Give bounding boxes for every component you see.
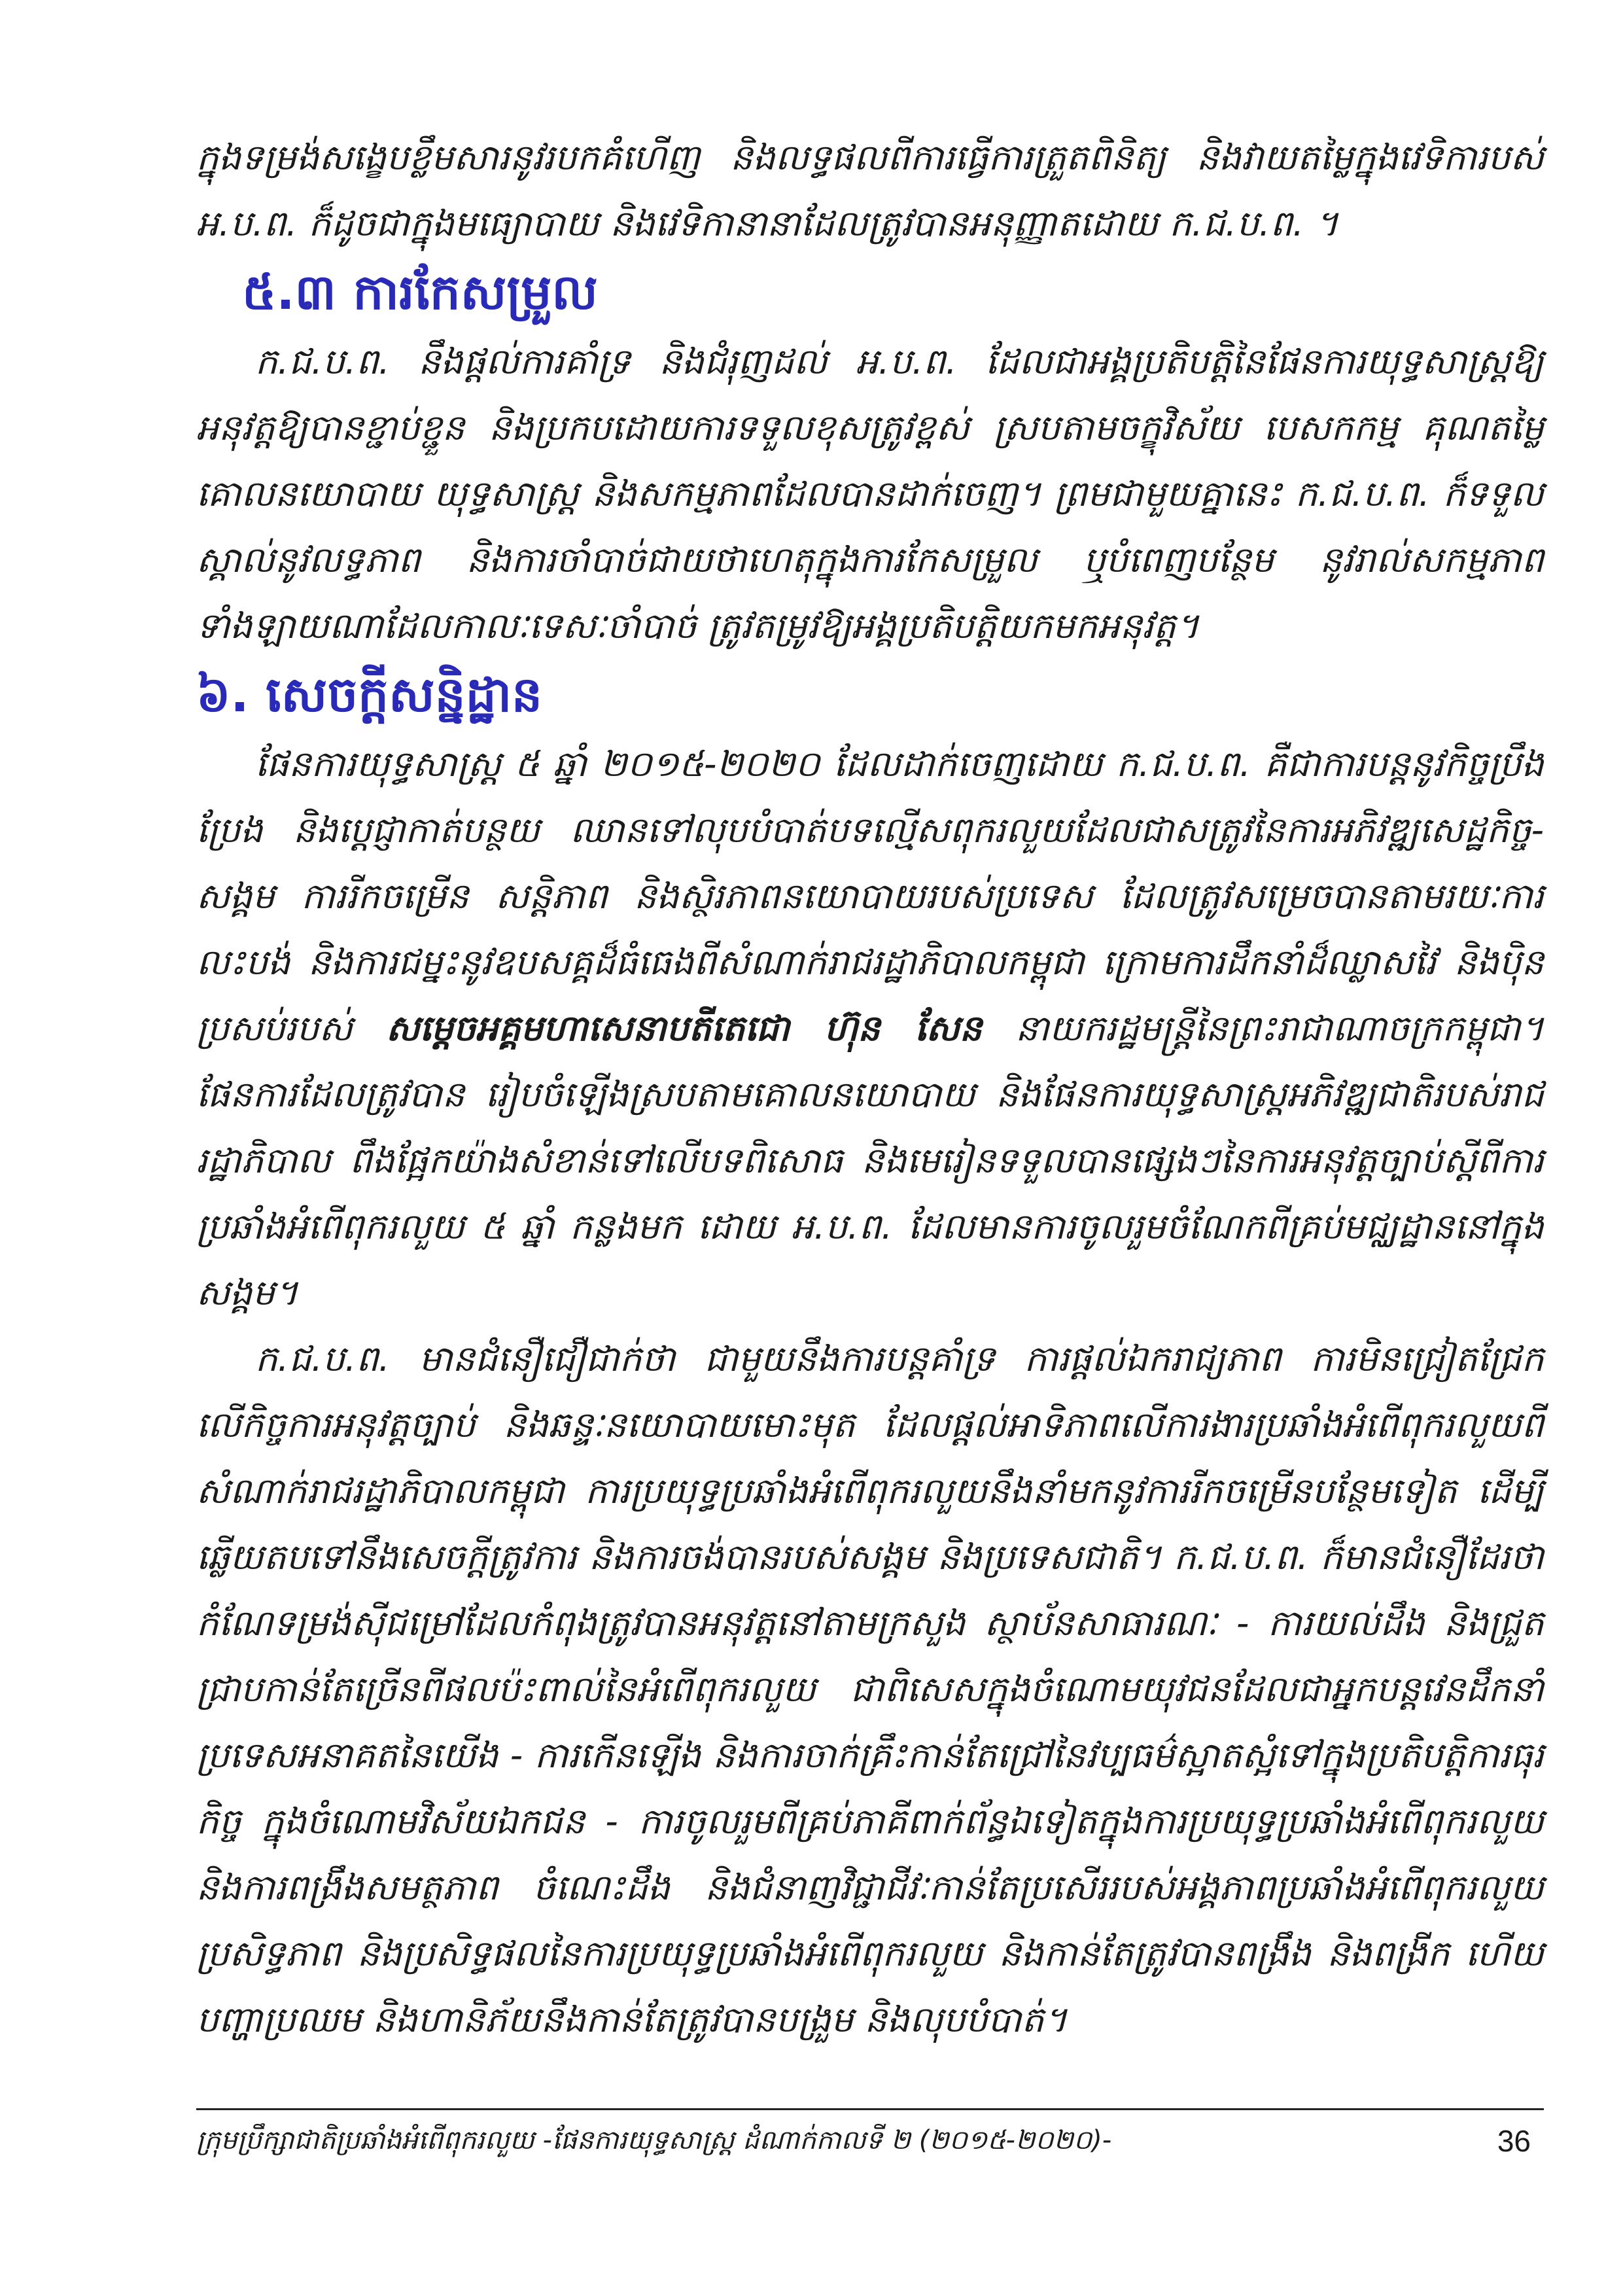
section-6-paragraph-1 bbox=[196, 731, 1544, 1326]
intro-paragraph: ក្នុងទម្រង់សង្ខេបខ្លឹមសារនូវរបកគំហើញ និងលទ្ធផលពីការធ្វើការត្រួតពិនិត្យ និងវាយតម្លៃក្នុងវេទិការបស់ អ.ប.ព. ក៏ដូចជាក្នុងមធ្យោបាយ និងវេទិកានានាដែលត្រូវបានអនុញ្ញាតដោយ ក.ជ.ប.ព. ។ bbox=[196, 137, 1544, 244]
paragraph-text: នាយករដ្ឋមន្ត្រីនៃព្រះរាជាណាចក្រកម្ពុជា។ ផែនការដែលត្រូវបាន រៀបចំឡើងស្របតាមគោលនយោបាយ និងផែនការយុទ្ធសាស្ត្រអភិវឌ្ឍជាតិរបស់រាជរដ្ឋាភិបាល ពឹងផ្អែកយ៉ាងសំខាន់ទៅលើបទពិសោធ និងមេរៀនទទួលបានផ្សេងៗនៃការអនុវត្តច្បាប់ស្តីពីការប្រឆាំងអំពើពុករលួយ ៥ ឆ្នាំ កន្លងមក ដោយ អ.ប.ព. ដែលមានការចូលរួមចំណែកពីគ្រប់មជ្ឈដ្ឋាននៅក្នុងសង្គម។ bbox=[196, 1008, 1544, 1313]
section-5-3-paragraph: ក.ជ.ប.ព. នឹងផ្តល់ការគាំទ្រ និងជំរុញដល់ អ.ប.ព. ដែលជាអង្គប្រតិបត្តិនៃផែនការយុទ្ធសាស្ត្រឱ្យអនុវត្តឱ្យបានខ្ជាប់ខ្ជួន និងប្រកបដោយការទទួលខុសត្រូវខ្ពស់ ស្របតាមចក្ខុវិស័យ បេសកកម្ម គុណតម្លៃ គោលនយោបាយ យុទ្ធសាស្ត្រ និងសកម្មភាពដែលបានដាក់ចេញ។ ព្រមជាមួយគ្នានេះ ក.ជ.ប.ព. ក៏ទទួលស្គាល់នូវលទ្ធភាព និងការចាំបាច់ជាយថាហេតុក្នុងការកែសម្រួល ឬបំពេញបន្ថែម នូវរាល់សកម្មភាពទាំងឡាយណាដែលកាលៈទេសៈចាំបាច់ ត្រូវតម្រូវឱ្យអង្គប្រតិបត្តិយកមកអនុវត្ត។ bbox=[196, 341, 1544, 646]
prime-minister-name: សម្តេចអគ្គមហាសេនាបតីតេជោ ហ៊ុន សែន bbox=[386, 1008, 983, 1049]
page-footer bbox=[196, 2108, 1544, 2162]
section-6-heading: ៦. សេចក្តីសន្និដ្ឋាន bbox=[196, 667, 543, 723]
page-number: 36 bbox=[1497, 2124, 1531, 2158]
document-page bbox=[196, 124, 1544, 2166]
paragraph-text: ផែនការយុទ្ធសាស្ត្រ ៥ ឆ្នាំ ២០១៥-២០២០ ដែលដាក់ចេញដោយ ក.ជ.ប.ព. គឺជាការបន្តនូវកិច្ចប្រឹងប្រែង និងប្តេជ្ញាកាត់បន្ថយ ឈានទៅលុបបំបាត់បទល្មើសពុករលួយដែលជាសត្រូវនៃការអភិវឌ្ឍសេដ្ឋកិច្ច-សង្គម ការរីកចម្រើន សន្តិភាព និងស្ថិរភាពនយោបាយរបស់ប្រទេស ដែលត្រូវសម្រេចបានតាមរយៈការ លះបង់ និងការជម្នះនូវឧបសគ្គដ៏ធំធេងពីសំណាក់រាជរដ្ឋាភិបាលកម្ពុជា ក្រោមការដឹកនាំដ៏ឈ្លាសវៃ និងប៉ិនប្រសប់របស់ bbox=[196, 743, 1544, 1049]
section-5-3-heading: ៥.៣ ការកែសម្រួល bbox=[242, 264, 598, 321]
section-6-paragraph-2: ក.ជ.ប.ព. មានជំនឿជឿជាក់ថា ជាមួយនឹងការបន្តគាំទ្រ ការផ្តល់ឯករាជ្យភាព ការមិនជ្រៀតជ្រែកលើកិច្ចការអនុវត្តច្បាប់ និងឆន្ទៈនយោបាយមោះមុត ដែលផ្តល់អាទិភាពលើការងារប្រឆាំងអំពើពុករលួយពីសំណាក់រាជរដ្ឋាភិបាលកម្ពុជា ការប្រយុទ្ធប្រឆាំងអំពើពុករលួយនឹងនាំមកនូវការរីកចម្រើនបន្ថែមទៀត ដើម្បីឆ្លើយតបទៅនឹងសេចក្តីត្រូវការ និងការចង់បានរបស់សង្គម និងប្រទេសជាតិ។ ក.ជ.ប.ព. ក៏មានជំនឿដែរថា កំណែទម្រង់ស៊ីជម្រៅដែលកំពុងត្រូវបានអនុវត្តនៅតាមក្រសួង ស្ថាប័នសាធារណៈ - ការយល់ដឹង និងជ្រួតជ្រាបកាន់តែច្រើនពីផលប៉ះពាល់នៃអំពើពុករលួយ ជាពិសេសក្នុងចំណោមយុវជនដែលជាអ្នកបន្តវេនដឹកនាំប្រទេសអនាគតនៃយើង - ការកើនឡើង និងការចាក់គ្រឹះកាន់តែជ្រៅនៃវប្បធម៌ស្អាតស្អំទៅក្នុងប្រតិបត្តិការធុរកិច្ច ក្នុងចំណោមវិស័យឯកជន - ការចូលរួមពីគ្រប់ភាគីពាក់ព័ន្ធឯទៀតក្នុងការប្រយុទ្ធប្រឆាំងអំពើពុករលួយ និងការពង្រឹងសមត្ថភាព ចំណេះដឹង និងជំនាញវិជ្ជាជីវៈកាន់តែប្រសើររបស់អង្គភាពប្រឆាំងអំពើពុករលួយ ប្រសិទ្ធភាព និងប្រសិទ្ធផលនៃការប្រយុទ្ធប្រឆាំងអំពើពុករលួយ និងកាន់តែត្រូវបានពង្រឹង និងពង្រីក ហើយបញ្ហាប្រឈម និងហានិភ័យនឹងកាន់តែត្រូវបានបង្រួម និងលុបបំបាត់។ bbox=[196, 1338, 1544, 2040]
footer-text: ក្រុមប្រឹក្សាជាតិប្រឆាំងអំពើពុករលួយ -ផែនការយុទ្ធសាស្ត្រ ដំណាក់កាលទី ២ (២០១៥-២០២០)- bbox=[196, 2125, 1112, 2155]
